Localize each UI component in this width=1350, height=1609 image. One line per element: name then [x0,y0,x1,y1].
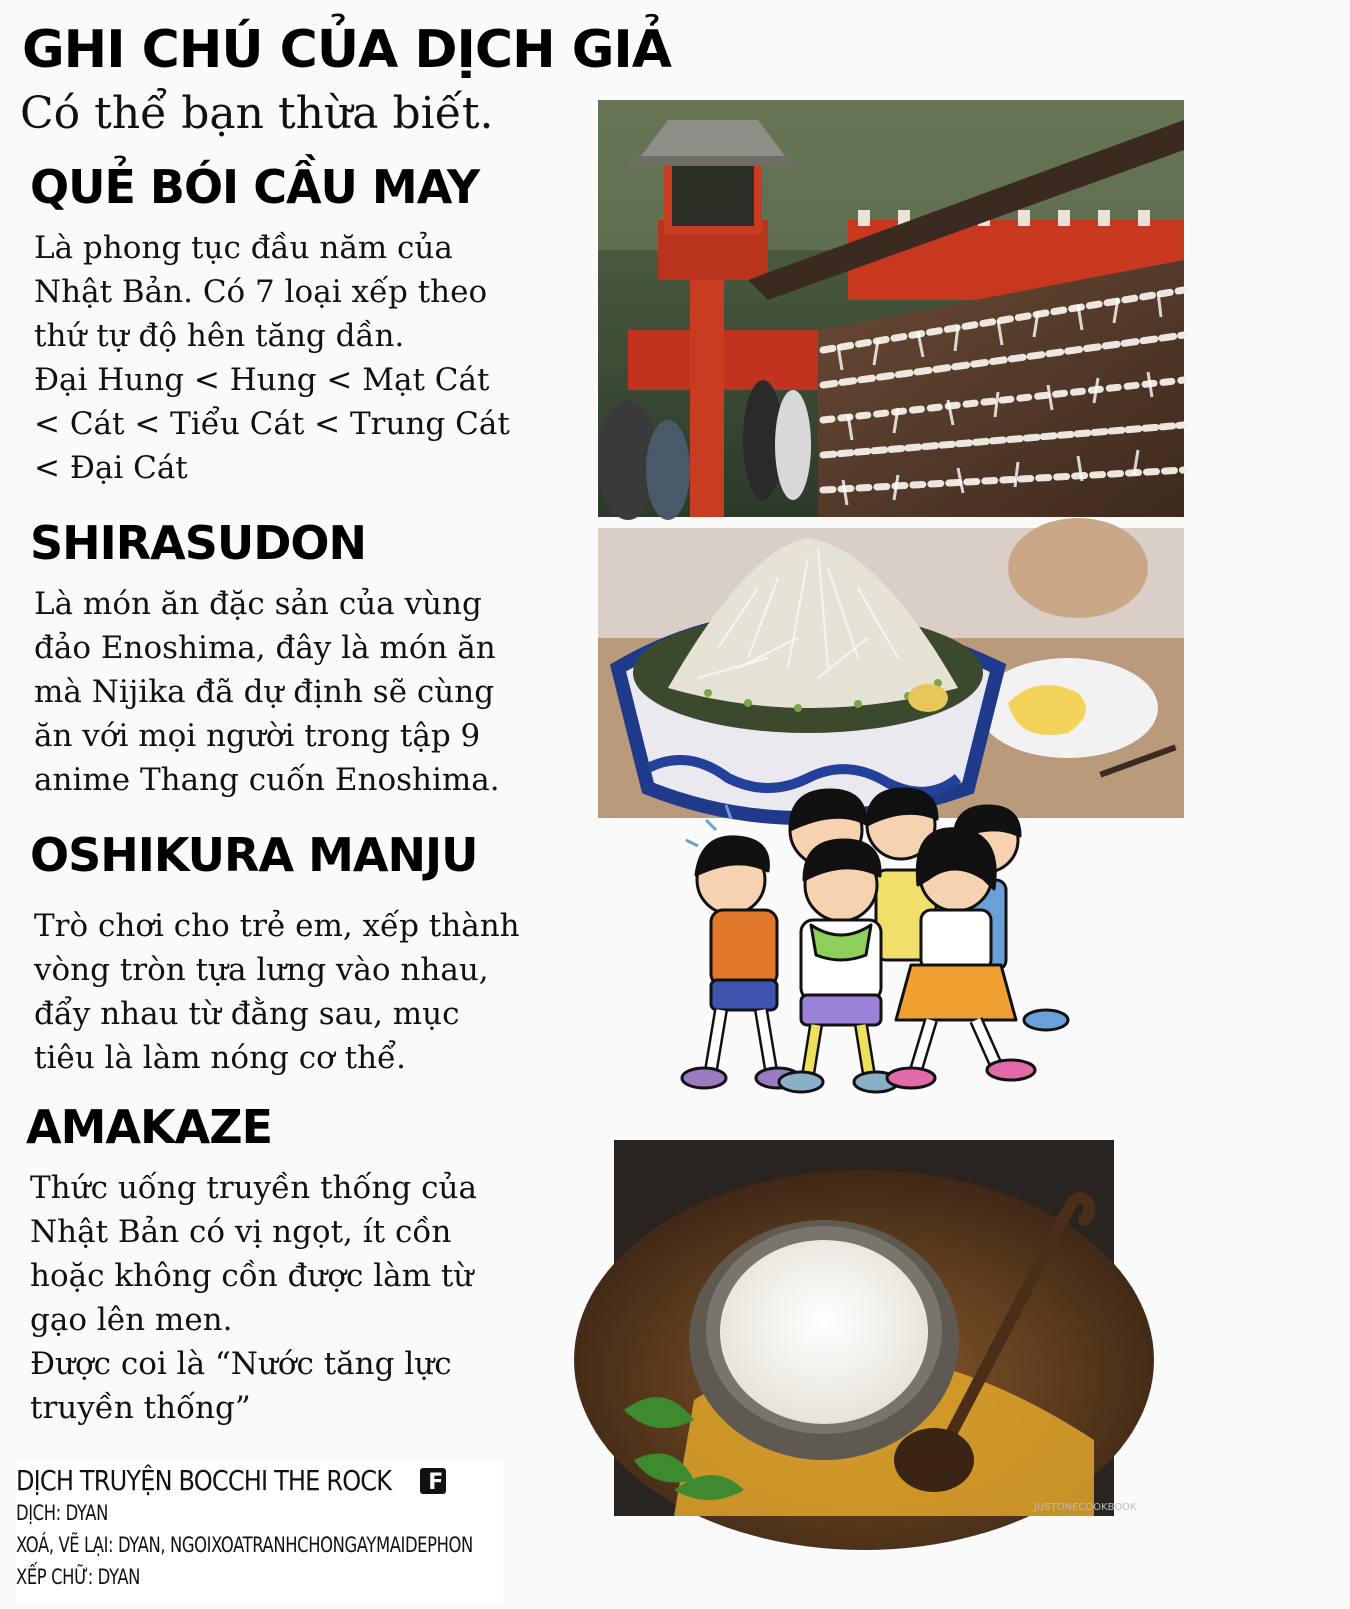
credits-title-row [16,1464,503,1497]
page-title: GHI CHÚ CỦA DỊCH GIẢ [22,20,671,80]
credit-translator: DỊCH: DYAN [16,1501,108,1525]
section-body-shirasudon [34,582,524,802]
shirasudon-photo [598,528,1184,818]
oshikura-manju-illustration [666,790,1096,1120]
body-line: Là phong tục đầu năm của [34,230,453,266]
body-line: Trò chơi cho trẻ em, xếp thành [34,908,520,944]
body-line: anime Thang cuốn Enoshima. [34,762,500,798]
body-line: đẩy nhau từ đằng sau, mục [34,996,460,1032]
body-line: thứ tự độ hên tăng dần. [34,318,405,354]
omikuji-shrine-photo [598,100,1184,517]
credits-box [16,1460,503,1604]
body-line: đảo Enoshima, đây là món ăn [34,630,496,666]
body-line: Là món ăn đặc sản của vùng [34,586,482,622]
page-subtitle: Có thể bạn thừa biết. [20,88,494,139]
section-heading-omikuji: QUẺ BÓI CẦU MAY [30,160,480,214]
facebook-icon[interactable]: F [420,1468,446,1494]
body-line: ăn với mọi người trong tập 9 [34,718,481,754]
amazake-photo [614,1140,1137,1516]
section-heading-oshikura-manju: OSHIKURA MANJU [30,828,478,882]
body-line: vòng tròn tựa lưng vào nhau, [34,952,489,988]
body-line: Nhật Bản. Có 7 loại xếp theo [34,274,488,310]
body-line: Nhật Bản có vị ngọt, ít cồn [30,1214,452,1250]
section-heading-amakaze: AMAKAZE [26,1100,272,1154]
body-line: Đại Hung < Hung < Mạt Cát [34,362,490,398]
credit-cleaner: XOÁ, VẼ LẠI: DYAN, NGOIXOATRANHCHONGAYMAIDEPHON [16,1533,473,1557]
credits-title: DỊCH TRUYỆN BOCCHI THE ROCK [16,1464,392,1497]
section-body-oshikura-manju [34,904,524,1080]
section-heading-shirasudon: SHIRASUDON [30,516,367,570]
body-line: tiêu là làm nóng cơ thể. [34,1040,406,1076]
body-line: Được coi là “Nước tăng lực [30,1346,452,1382]
body-line: hoặc không cồn được làm từ [30,1258,474,1294]
credit-typesetter: XẾP CHỮ: DYAN [16,1565,141,1589]
section-body-omikuji [34,226,524,490]
photo-watermark: JUSTONECOOKBOOK [1034,1502,1137,1513]
body-line: gạo lên men. [30,1302,233,1338]
body-line: < Cát < Tiểu Cát < Trung Cát [34,406,510,442]
body-line: < Đại Cát [34,450,188,486]
body-line: Thức uống truyền thống của [30,1170,477,1206]
body-line: mà Nijika đã dự định sẽ cùng [34,674,495,710]
body-line: truyền thống” [30,1390,251,1426]
section-body-amakaze [30,1166,520,1430]
